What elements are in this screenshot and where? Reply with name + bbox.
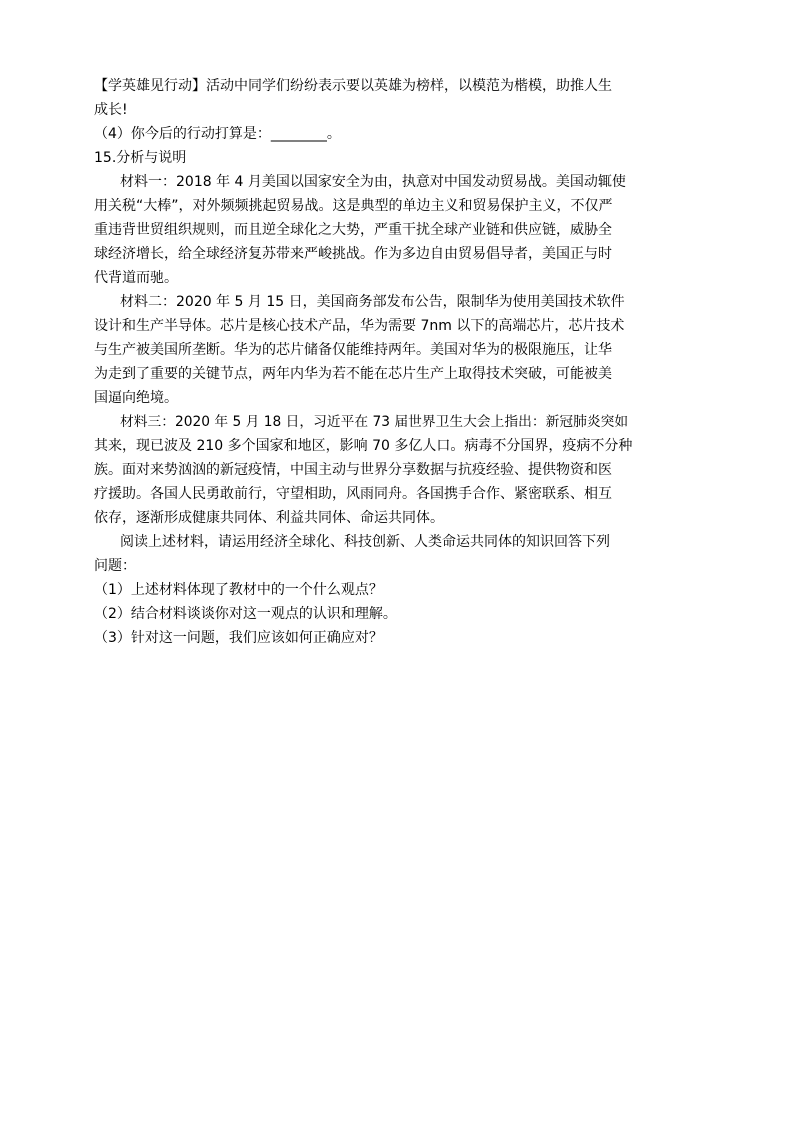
material-1-line: 材料一：2018 年 4 月美国以国家安全为由，执意对中国发动贸易战。美国动辄使: [120, 174, 626, 190]
question-1: （1）上述材料体现了教材中的一个什么观点？: [94, 582, 383, 598]
material-1: [94, 170, 634, 290]
material-1-line: 球经济增长，给全球经济复苏带来严峻挑战。作为多边自由贸易倡导者，美国正与时: [94, 246, 612, 262]
material-3: [94, 410, 634, 530]
answer-blank: ________: [270, 126, 327, 142]
question-3: （3）针对这一问题，我们应该如何正确应对？: [94, 630, 383, 646]
material-3-line: 材料三：2020 年 5 月 18 日，习近平在 73 届世界卫生大会上指出：新冠肺炎突如: [120, 414, 629, 430]
material-2-line: 为走到了重要的关键节点，两年内华为若不能在芯片生产上取得技术突破，可能被美: [94, 366, 612, 382]
material-2-line: 与生产被美国所垄断。华为的芯片储备仅能维持两年。美国对华为的极限施压，让华: [94, 342, 612, 358]
material-2-line: 材料二：2020 年 5 月 15 日，美国商务部发布公告，限制华为使用美国技术软件: [120, 294, 625, 310]
question-4-prefix: （4）你今后的行动打算是：: [94, 126, 271, 142]
material-1-line: 重违背世贸组织规则，而且逆全球化之大势，严重干扰全球产业链和供应链，威胁全: [94, 222, 612, 238]
section-title: 15.分析与说明: [94, 150, 187, 166]
question-4: [94, 122, 634, 146]
document-content: [94, 74, 634, 650]
instruction: [94, 530, 634, 578]
material-1-line: 用关税“大棒”，对外频频挑起贸易战。这是典型的单边主义和贸易保护主义，不仅严: [94, 198, 613, 214]
question-2: （2）结合材料谈谈你对这一观点的认识和理解。: [94, 606, 397, 622]
material-2-line: 设计和生产半导体。芯片是核心技术产品，华为需要 7nm 以下的高端芯片，芯片技术: [94, 318, 625, 334]
instruction-line: 阅读上述材料，请运用经济全球化、科技创新、人类命运共同体的知识回答下列: [120, 534, 610, 550]
material-3-line: 族。面对来势汹汹的新冠疫情，中国主动与世界分享数据与抗疫经验、提供物资和医: [94, 462, 612, 478]
intro-line-1: 【学英雄见行动】活动中同学们纷纷表示要以英雄为榜样，以模范为楷模，助推人生: [94, 78, 612, 94]
material-3-line: 疗援助。各国人民勇敢前行，守望相助，风雨同舟。各国携手合作、紧密联系、相互: [94, 486, 612, 502]
material-3-line: 依存，逐渐形成健康共同体、利益共同体、命运共同体。: [94, 510, 444, 526]
material-3-line: 其来，现已波及 210 多个国家和地区，影响 70 多亿人口。病毒不分国界，疫病不分种: [94, 438, 633, 454]
material-2: [94, 290, 634, 410]
intro-line-2: 成长!: [94, 102, 128, 118]
question-4-suffix: 。: [326, 126, 341, 142]
question-list: [94, 578, 634, 650]
instruction-line: 问题：: [94, 558, 136, 574]
material-2-line: 国逼向绝境。: [94, 390, 178, 406]
material-1-line: 代背道而驰。: [94, 270, 178, 286]
